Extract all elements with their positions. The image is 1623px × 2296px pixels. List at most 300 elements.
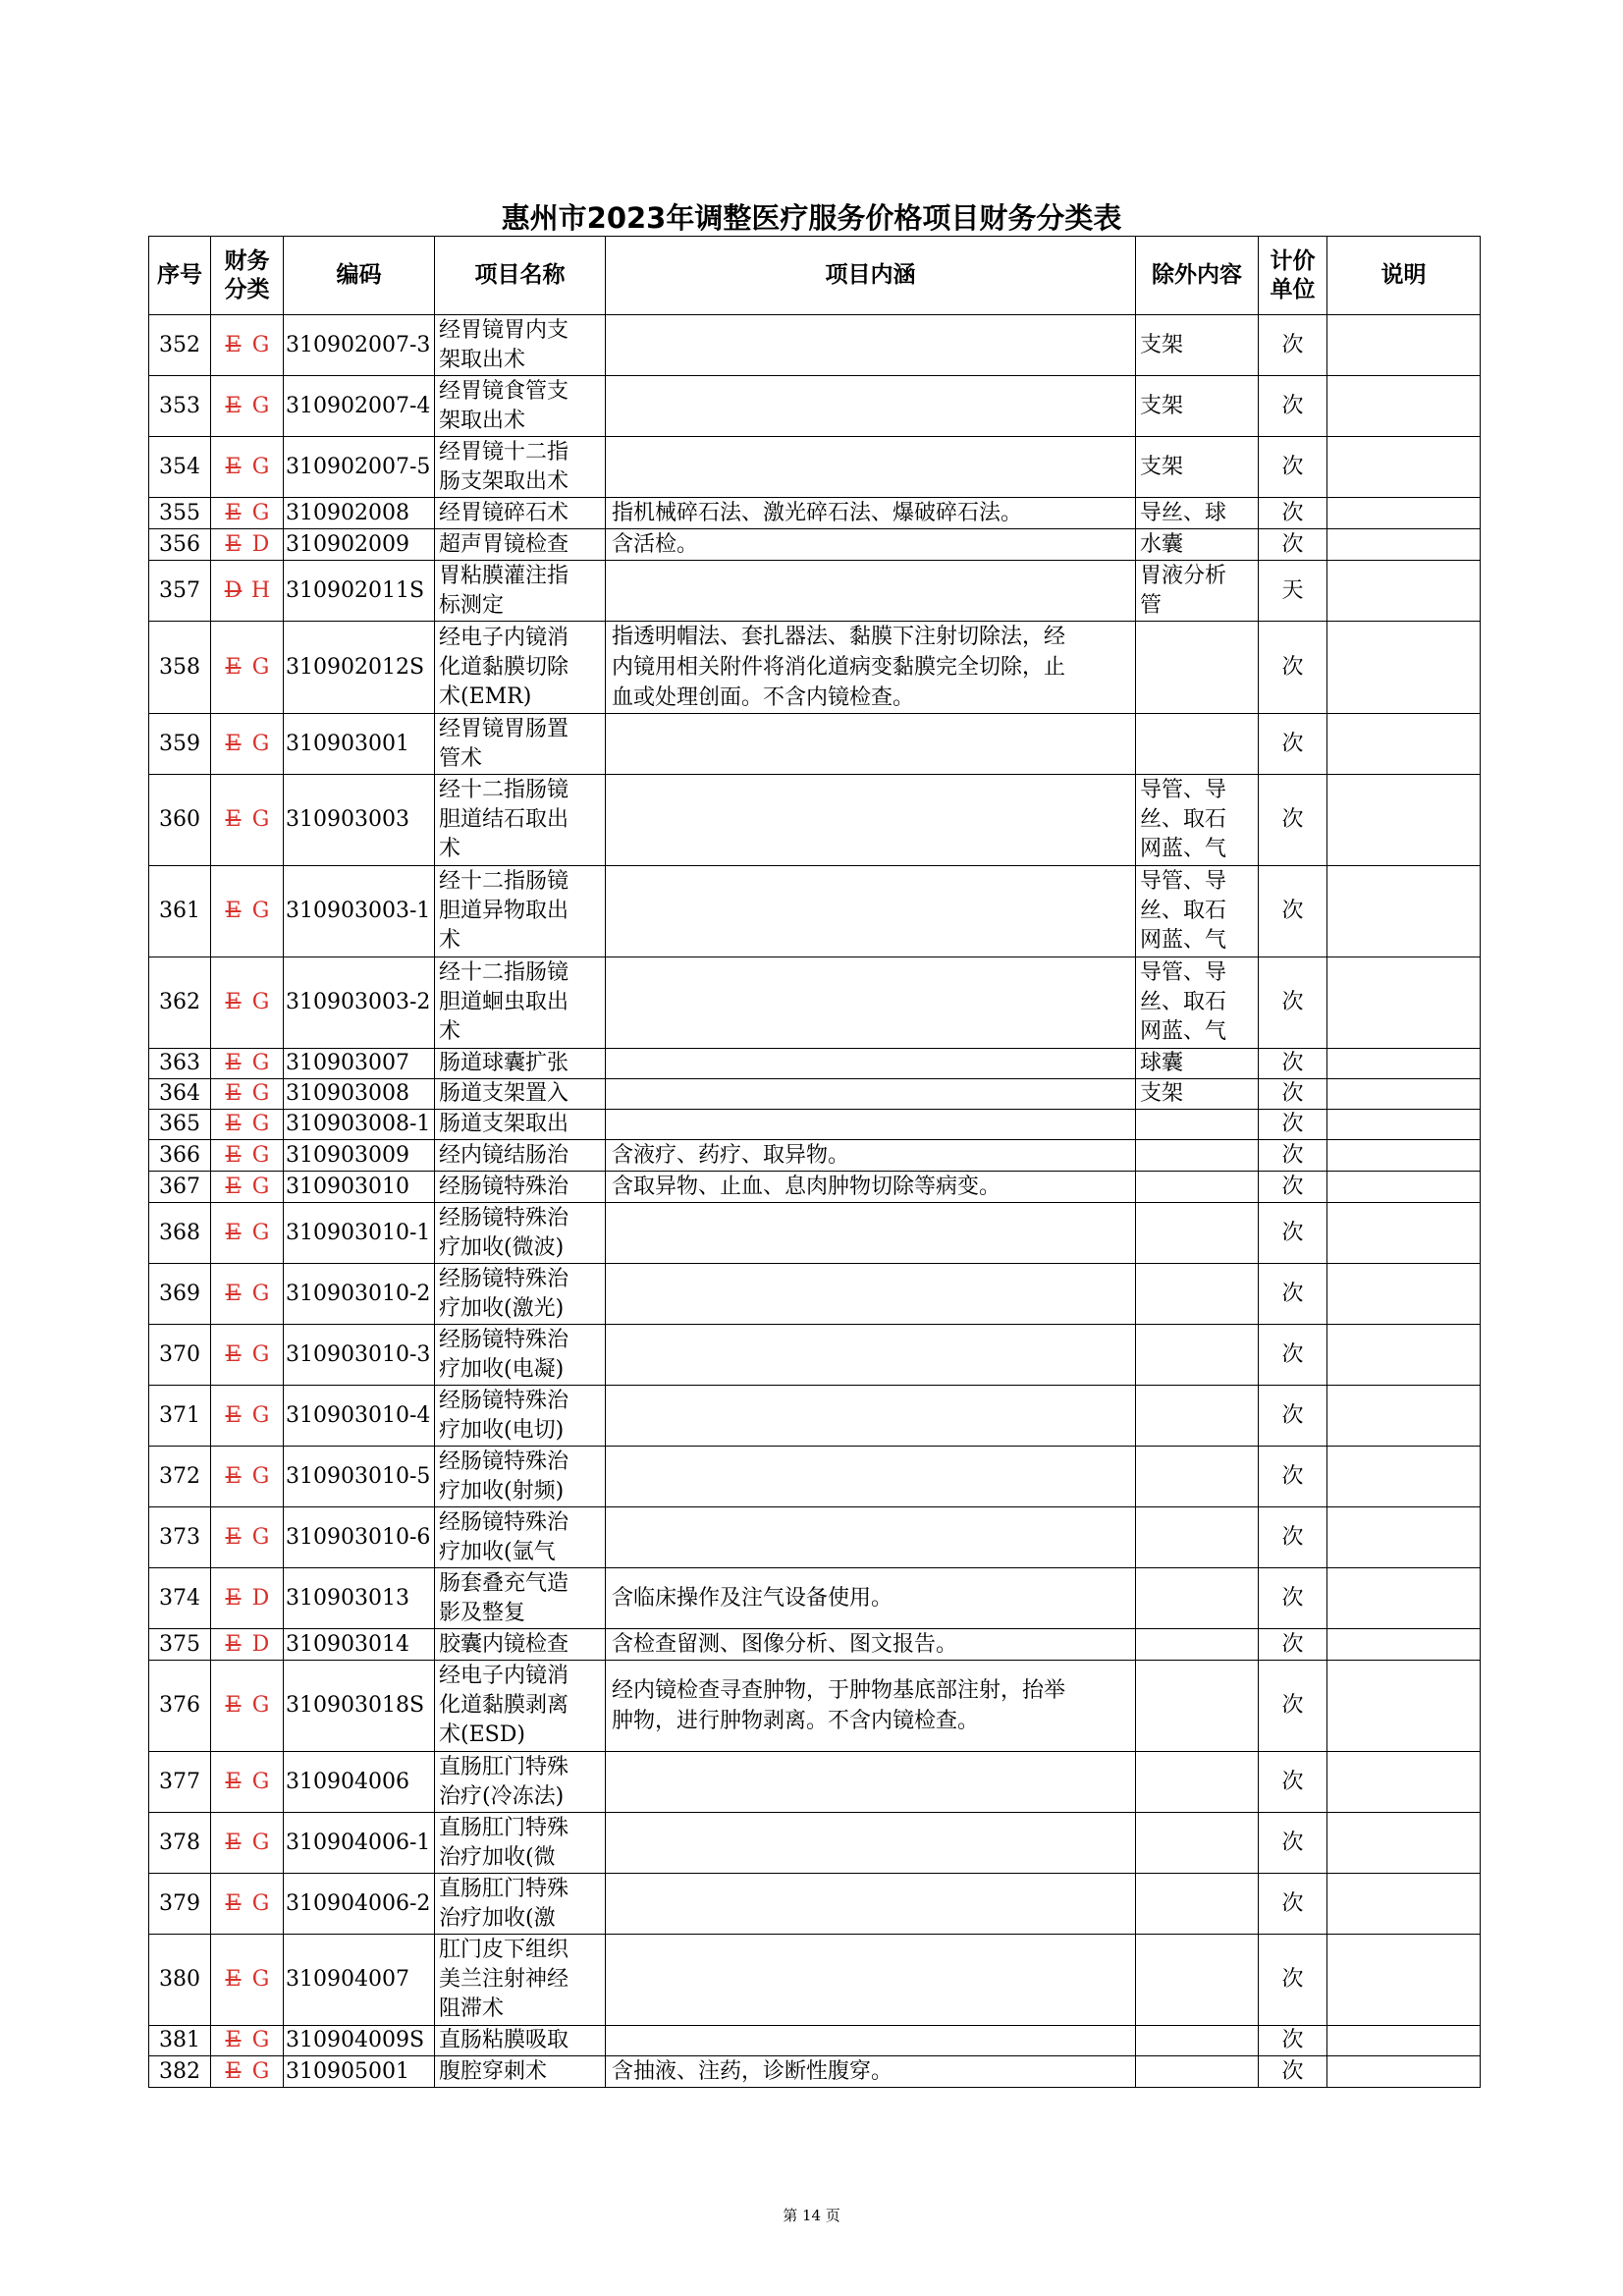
finance-old-code: E	[225, 454, 242, 479]
row-code: 310904006	[284, 1752, 435, 1813]
row-content-line: 含抽液、注药，诊断性腹穿。	[612, 2059, 893, 2084]
row-code: 310903013	[284, 1568, 435, 1629]
row-name	[435, 1813, 606, 1874]
row-name-line: 化道黏膜剥离	[439, 1693, 569, 1718]
row-exclusion	[1136, 2056, 1259, 2088]
table-row	[149, 1386, 1481, 1447]
table-row	[149, 1507, 1481, 1568]
row-code: 310903003-2	[284, 957, 435, 1049]
row-note	[1327, 1264, 1481, 1325]
row-name-line: 管术	[439, 745, 483, 771]
row-name-line: 胆道蛔虫取出	[439, 990, 569, 1014]
finance-new-code: G	[251, 1051, 270, 1075]
row-exclusion	[1136, 2026, 1259, 2056]
row-note	[1327, 1325, 1481, 1386]
row-name-line: 经肠镜特殊治	[439, 1509, 569, 1535]
row-code: 310903014	[284, 1629, 435, 1661]
row-seq: 377	[149, 1752, 211, 1813]
finance-new-code: G	[251, 899, 270, 923]
row-name-line: 超声胃镜检查	[439, 531, 569, 557]
header-finance-line2: 分类	[224, 276, 270, 302]
row-unit: 次	[1259, 1264, 1327, 1325]
finance-old-code: E	[225, 1142, 242, 1168]
row-exclusion-line: 支架	[1140, 332, 1184, 357]
row-finance	[211, 957, 284, 1049]
row-finance	[211, 1629, 284, 1661]
row-code: 310904007	[284, 1935, 435, 2026]
row-name	[435, 437, 606, 498]
row-exclusion-line: 网蓝、气	[1140, 928, 1227, 953]
row-unit: 次	[1259, 498, 1327, 529]
row-note	[1327, 1447, 1481, 1507]
row-note	[1327, 498, 1481, 529]
finance-new-code: G	[251, 332, 270, 357]
page-title: 惠州市2023年调整医疗服务价格项目财务分类表	[501, 201, 1122, 235]
header-name: 项目名称	[435, 237, 606, 315]
row-name-line: 胆道异物取出	[439, 899, 569, 923]
row-content	[606, 2056, 1136, 2088]
row-finance	[211, 1447, 284, 1507]
row-finance	[211, 561, 284, 622]
row-name-line: 肠道支架取出	[439, 1112, 569, 1136]
finance-new-code: G	[251, 731, 270, 756]
row-code: 310903018S	[284, 1661, 435, 1752]
row-seq: 354	[149, 437, 211, 498]
finance-new-code: G	[251, 1402, 270, 1428]
row-unit: 次	[1259, 775, 1327, 866]
row-exclusion-line: 支架	[1140, 393, 1184, 418]
header-finance	[211, 237, 284, 315]
row-unit: 次	[1259, 1568, 1327, 1629]
row-exclusion-line: 丝、取石	[1140, 899, 1227, 923]
row-name-line: 胶囊内镜检查	[439, 1631, 569, 1657]
table-row	[149, 1661, 1481, 1752]
table-row	[149, 1203, 1481, 1264]
row-code: 310903010-6	[284, 1507, 435, 1568]
row-code: 310903010-3	[284, 1325, 435, 1386]
row-exclusion-line: 水囊	[1140, 531, 1184, 557]
row-name-line: 经十二指肠镜	[439, 869, 569, 894]
finance-new-code: G	[251, 1341, 270, 1367]
row-finance	[211, 1568, 284, 1629]
row-unit: 次	[1259, 1629, 1327, 1661]
row-code: 310903010-1	[284, 1203, 435, 1264]
row-seq: 372	[149, 1447, 211, 1507]
finance-new-code: G	[251, 1463, 270, 1489]
finance-new-code: G	[251, 2028, 270, 2052]
row-name-line: 肛门皮下组织	[439, 1938, 569, 1962]
header-unit	[1259, 237, 1327, 315]
row-name-line: 直肠肛门特殊	[439, 1876, 569, 1901]
finance-new-code: D	[251, 531, 270, 557]
row-seq: 353	[149, 376, 211, 437]
row-name-line: 经十二指肠镜	[439, 960, 569, 985]
table-row	[149, 1049, 1481, 1079]
row-exclusion	[1136, 1203, 1259, 1264]
row-note	[1327, 1507, 1481, 1568]
finance-old-code: E	[225, 1341, 242, 1367]
finance-old-code: E	[225, 2028, 242, 2052]
row-name-line: 治疗加收(微	[439, 1844, 556, 1870]
row-unit: 次	[1259, 1752, 1327, 1813]
finance-old-code: E	[225, 1174, 242, 1199]
row-name	[435, 1172, 606, 1203]
row-exclusion	[1136, 1079, 1259, 1110]
row-exclusion-line: 导管、导	[1140, 778, 1227, 802]
row-name-line: 标测定	[439, 592, 505, 618]
row-exclusion	[1136, 1752, 1259, 1813]
header-note: 说明	[1327, 237, 1481, 315]
table-row	[149, 1629, 1481, 1661]
row-name	[435, 1935, 606, 2026]
row-name	[435, 376, 606, 437]
row-note	[1327, 1140, 1481, 1172]
row-code: 310903007	[284, 1049, 435, 1079]
finance-old-code: E	[225, 1830, 242, 1855]
row-unit: 次	[1259, 1203, 1327, 1264]
row-note	[1327, 866, 1481, 957]
finance-old-code: E	[225, 899, 242, 923]
row-code: 310903010-5	[284, 1447, 435, 1507]
row-note	[1327, 1813, 1481, 1874]
row-exclusion-line: 导管、导	[1140, 869, 1227, 894]
row-note	[1327, 315, 1481, 376]
row-name	[435, 1203, 606, 1264]
row-name-line: 经肠镜特殊治	[439, 1327, 569, 1352]
table-row	[149, 1110, 1481, 1140]
header-seq: 序号	[149, 237, 211, 315]
row-content	[606, 1813, 1136, 1874]
row-code: 310902007-3	[284, 315, 435, 376]
row-content	[606, 315, 1136, 376]
row-content-line: 经内镜检查寻查肿物，于肿物基底部注射，抬举	[612, 1678, 1066, 1703]
row-finance	[211, 1049, 284, 1079]
row-unit: 次	[1259, 1172, 1327, 1203]
row-finance	[211, 498, 284, 529]
finance-old-code: E	[225, 1081, 242, 1106]
finance-old-code: E	[225, 1967, 242, 1992]
row-content	[606, 1049, 1136, 1079]
row-name-line: 术(EMR)	[439, 683, 532, 709]
row-seq: 375	[149, 1629, 211, 1661]
row-name-line: 直肠粘膜吸取	[439, 2028, 569, 2052]
finance-new-code: H	[250, 577, 271, 603]
row-note	[1327, 1110, 1481, 1140]
row-name-line: 经十二指肠镜	[439, 778, 569, 802]
row-name	[435, 1264, 606, 1325]
row-content	[606, 957, 1136, 1049]
row-code: 310905001	[284, 2056, 435, 2088]
header-finance-line1: 财务	[224, 247, 270, 274]
row-seq: 361	[149, 866, 211, 957]
row-exclusion-line: 支架	[1140, 1081, 1184, 1106]
row-name	[435, 1049, 606, 1079]
row-seq: 373	[149, 1507, 211, 1568]
row-exclusion	[1136, 714, 1259, 775]
row-exclusion	[1136, 957, 1259, 1049]
row-exclusion	[1136, 1447, 1259, 1507]
row-name	[435, 1568, 606, 1629]
row-code: 310903009	[284, 1140, 435, 1172]
row-content	[606, 2026, 1136, 2056]
row-finance	[211, 1079, 284, 1110]
row-exclusion	[1136, 1386, 1259, 1447]
row-content	[606, 622, 1136, 714]
table-row	[149, 315, 1481, 376]
row-exclusion	[1136, 315, 1259, 376]
row-content	[606, 866, 1136, 957]
finance-old-code: E	[225, 654, 242, 680]
row-finance	[211, 1507, 284, 1568]
finance-new-code: G	[251, 500, 270, 525]
table-row	[149, 1172, 1481, 1203]
row-finance	[211, 437, 284, 498]
row-name-line: 肠道支架置入	[439, 1081, 569, 1106]
table-row	[149, 561, 1481, 622]
finance-new-code: G	[251, 1693, 270, 1718]
row-content-line: 含检查留测、图像分析、图文报告。	[612, 1632, 958, 1657]
finance-new-code: G	[251, 1830, 270, 1855]
row-name	[435, 1661, 606, 1752]
row-seq: 356	[149, 529, 211, 561]
row-content	[606, 1629, 1136, 1661]
header-content: 项目内涵	[606, 237, 1136, 315]
row-content	[606, 1386, 1136, 1447]
row-exclusion	[1136, 1874, 1259, 1935]
row-name-line: 经胃镜十二指	[439, 439, 569, 465]
row-name-line: 经肠镜特殊治	[439, 1449, 569, 1474]
row-note	[1327, 1386, 1481, 1447]
finance-old-code: E	[225, 393, 242, 418]
row-content	[606, 1507, 1136, 1568]
row-name-line: 术	[439, 928, 461, 953]
row-unit: 次	[1259, 714, 1327, 775]
row-finance	[211, 1172, 284, 1203]
row-seq: 374	[149, 1568, 211, 1629]
row-note	[1327, 957, 1481, 1049]
row-code: 310903008-1	[284, 1110, 435, 1140]
finance-old-code: E	[225, 1402, 242, 1428]
row-note	[1327, 775, 1481, 866]
finance-old-code: E	[225, 1220, 242, 1245]
row-seq: 360	[149, 775, 211, 866]
row-name	[435, 529, 606, 561]
finance-old-code: E	[225, 1051, 242, 1075]
table-row	[149, 376, 1481, 437]
row-code: 310902011S	[284, 561, 435, 622]
row-code: 310903010-4	[284, 1386, 435, 1447]
row-finance	[211, 775, 284, 866]
row-exclusion-line: 导管、导	[1140, 960, 1227, 985]
finance-old-code: E	[225, 1281, 242, 1306]
row-content-line: 指透明帽法、套扎器法、黏膜下注射切除法，经	[612, 625, 1066, 649]
finance-new-code: G	[251, 1967, 270, 1992]
row-exclusion	[1136, 622, 1259, 714]
row-exclusion	[1136, 1568, 1259, 1629]
table-row	[149, 529, 1481, 561]
row-name-line: 腹腔穿刺术	[439, 2058, 548, 2084]
row-name-line: 经胃镜胃内支	[439, 317, 569, 343]
row-unit: 次	[1259, 1140, 1327, 1172]
finance-old-code: E	[225, 500, 242, 525]
row-finance	[211, 1110, 284, 1140]
row-exclusion-line: 胃液分析	[1140, 563, 1227, 588]
row-exclusion	[1136, 1813, 1259, 1874]
row-unit: 次	[1259, 622, 1327, 714]
row-name	[435, 1874, 606, 1935]
row-content-line: 含临床操作及注气设备使用。	[612, 1586, 893, 1611]
row-unit: 次	[1259, 437, 1327, 498]
row-exclusion	[1136, 1140, 1259, 1172]
row-exclusion	[1136, 376, 1259, 437]
row-note	[1327, 1203, 1481, 1264]
row-note	[1327, 1935, 1481, 2026]
row-content	[606, 437, 1136, 498]
row-name-line: 治疗(冷冻法)	[439, 1783, 565, 1809]
row-name	[435, 561, 606, 622]
finance-new-code: G	[251, 1220, 270, 1245]
row-unit: 次	[1259, 1507, 1327, 1568]
row-unit: 次	[1259, 1874, 1327, 1935]
finance-new-code: D	[251, 1585, 270, 1611]
row-content	[606, 1079, 1136, 1110]
row-name-line: 肠套叠充气造	[439, 1570, 569, 1596]
row-name-line: 术	[439, 1019, 461, 1044]
row-seq: 362	[149, 957, 211, 1049]
finance-new-code: G	[251, 1281, 270, 1306]
row-name	[435, 866, 606, 957]
row-seq: 355	[149, 498, 211, 529]
row-name	[435, 315, 606, 376]
row-content	[606, 775, 1136, 866]
row-name	[435, 1752, 606, 1813]
header-unit-line2: 单位	[1270, 276, 1316, 302]
table-row	[149, 1447, 1481, 1507]
table-row	[149, 1752, 1481, 1813]
row-name-line: 经电子内镜消	[439, 625, 569, 650]
row-unit: 次	[1259, 315, 1327, 376]
table-row	[149, 2056, 1481, 2088]
finance-old-code: E	[225, 1693, 242, 1718]
table-row	[149, 1079, 1481, 1110]
row-name	[435, 1507, 606, 1568]
row-exclusion-line: 丝、取石	[1140, 990, 1227, 1014]
row-name	[435, 1140, 606, 1172]
row-name-line: 经胃镜胃肠置	[439, 716, 569, 741]
row-content-line: 含液疗、药疗、取异物。	[612, 1143, 850, 1168]
row-finance	[211, 714, 284, 775]
row-finance	[211, 2056, 284, 2088]
row-content	[606, 1661, 1136, 1752]
row-finance	[211, 1203, 284, 1264]
row-exclusion	[1136, 1935, 1259, 2026]
row-finance	[211, 1264, 284, 1325]
finance-new-code: G	[251, 990, 270, 1014]
row-finance	[211, 1813, 284, 1874]
table-row	[149, 437, 1481, 498]
row-exclusion-line: 网蓝、气	[1140, 837, 1227, 861]
finance-old-code: E	[225, 990, 242, 1014]
row-name-line: 经肠镜特殊治	[439, 1205, 569, 1230]
row-exclusion	[1136, 1264, 1259, 1325]
row-name-line: 架取出术	[439, 408, 526, 433]
table-row	[149, 714, 1481, 775]
row-note	[1327, 1568, 1481, 1629]
row-exclusion-line: 管	[1140, 592, 1163, 618]
row-exclusion	[1136, 1049, 1259, 1079]
table-row	[149, 1874, 1481, 1935]
row-name	[435, 775, 606, 866]
row-content	[606, 1568, 1136, 1629]
row-name-line: 疗加收(微波)	[439, 1234, 565, 1260]
row-unit: 次	[1259, 2026, 1327, 2056]
row-seq: 352	[149, 315, 211, 376]
finance-new-code: G	[251, 393, 270, 418]
finance-new-code: D	[251, 1631, 270, 1657]
table-row	[149, 498, 1481, 529]
row-exclusion	[1136, 498, 1259, 529]
row-name	[435, 1386, 606, 1447]
row-code: 310902007-4	[284, 376, 435, 437]
row-note	[1327, 1049, 1481, 1079]
row-name-line: 化道黏膜切除	[439, 654, 569, 680]
row-exclusion-line: 支架	[1140, 454, 1184, 479]
row-finance	[211, 2026, 284, 2056]
row-name-line: 疗加收(激光)	[439, 1295, 565, 1321]
finance-old-code: E	[225, 531, 242, 557]
finance-new-code: G	[251, 807, 270, 832]
table-row	[149, 1813, 1481, 1874]
row-name-line: 经肠镜特殊治	[439, 1388, 569, 1413]
row-code: 310902009	[284, 529, 435, 561]
row-name-line: 术(ESD)	[439, 1722, 525, 1747]
row-seq: 380	[149, 1935, 211, 2026]
row-finance	[211, 1935, 284, 2026]
row-unit: 次	[1259, 1110, 1327, 1140]
row-exclusion-line: 导丝、球	[1140, 500, 1227, 525]
row-name-line: 影及整复	[439, 1600, 526, 1625]
row-code: 310902012S	[284, 622, 435, 714]
row-seq: 358	[149, 622, 211, 714]
row-unit: 次	[1259, 1813, 1327, 1874]
header-code: 编码	[284, 237, 435, 315]
row-seq: 367	[149, 1172, 211, 1203]
row-note	[1327, 2026, 1481, 2056]
row-note	[1327, 561, 1481, 622]
row-content	[606, 1447, 1136, 1507]
row-content-line: 肿物，进行肿物剥离。不含内镜检查。	[612, 1709, 980, 1733]
row-name-line: 美兰注射神经	[439, 1967, 569, 1992]
row-content	[606, 1264, 1136, 1325]
table-row	[149, 1264, 1481, 1325]
row-name	[435, 1325, 606, 1386]
finance-new-code: G	[251, 1112, 270, 1136]
row-seq: 381	[149, 2026, 211, 2056]
row-content	[606, 498, 1136, 529]
row-seq: 371	[149, 1386, 211, 1447]
row-content-line: 含活检。	[612, 532, 699, 557]
finance-old-code: E	[225, 1631, 242, 1657]
row-seq: 363	[149, 1049, 211, 1079]
row-note	[1327, 437, 1481, 498]
row-name-line: 经肠镜特殊治	[439, 1266, 569, 1291]
table-body	[149, 315, 1481, 2088]
row-content-line: 指机械碎石法、激光碎石法、爆破碎石法。	[612, 501, 1023, 525]
row-note	[1327, 529, 1481, 561]
finance-old-code: E	[225, 1112, 242, 1136]
table-row	[149, 957, 1481, 1049]
row-name	[435, 1447, 606, 1507]
